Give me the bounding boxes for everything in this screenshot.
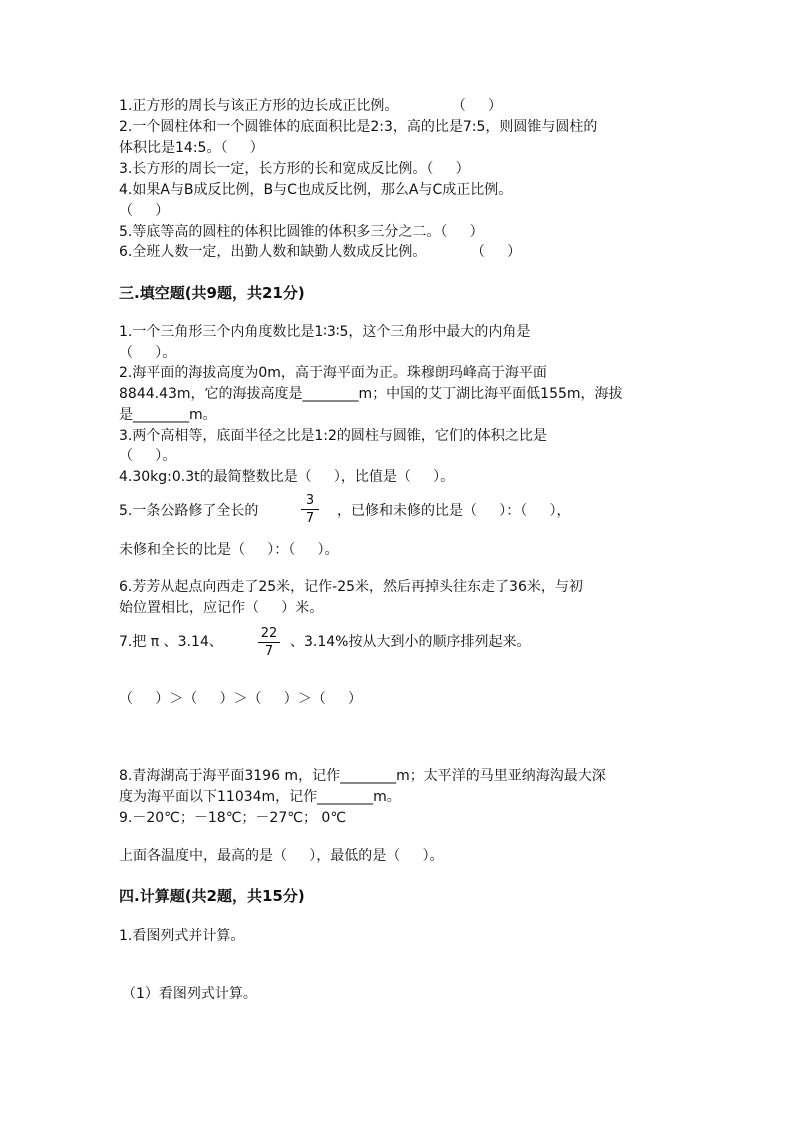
fraction-bar: [301, 509, 319, 510]
fill-q3-line2: （ ）。: [119, 448, 177, 464]
fraction-numerator: 3: [305, 493, 315, 508]
fraction-denominator: 7: [305, 511, 315, 526]
judge-item-2-line2: 体积比是14:5。（ ）: [119, 140, 264, 156]
fraction-denominator: 7: [264, 644, 274, 659]
fill-q2-line2: 8844.43m，它的海拔高度是________m；中国的艾丁湖比海平面低155m，海拔: [119, 386, 623, 402]
judge-item-4-line1: 4.如果A与B成反比例，B与C也成反比例，那么A与C成正比例。: [119, 182, 513, 198]
fill-q2-line3: 是________m。: [119, 407, 217, 423]
fill-q1-line1: 1.一个三角形三个内角度数比是1∶3∶5，这个三角形中最大的内角是: [119, 324, 531, 340]
fill-q6-line1: 6.芳芳从起点向西走了25米，记作-25米，然后再掉头往东走了36米，与初: [119, 579, 583, 595]
fill-q8-line1: 8.青海湖高于海平面3196 m，记作________m；太平洋的马里亚纳海沟最大深: [119, 768, 606, 784]
fill-q7-post: 、3.14%按从大到小的顺序排列起来。: [290, 634, 531, 650]
fraction-bar: [258, 642, 280, 643]
judge-item-1: 1.正方形的周长与该正方形的边长成正比例。 （ ）: [119, 98, 503, 114]
fraction-numerator: 22: [260, 626, 278, 641]
fill-q5-pre: 5.一条公路修了全长的: [119, 503, 259, 519]
calc-q1: 1.看图列式并计算。: [119, 928, 245, 944]
judge-item-5: 5.等底等高的圆柱的体积比圆锥的体积多三分之二。（ ）: [119, 224, 484, 240]
fill-q4: 4.30kg:0.3t的最简整数比是（ ），比值是（ ）。: [119, 469, 455, 485]
judge-item-3: 3.长方形的周长一定，长方形的长和宽成反比例。（ ）: [119, 161, 470, 177]
fill-q8-line2: 度为海平面以下11034m，记作________m。: [119, 789, 401, 805]
fill-q2-line1: 2.海平面的海拔高度为0m，高于海平面为正。珠穆朗玛峰高于海平面: [119, 365, 547, 381]
fill-q9-line2: 上面各温度中，最高的是（ ），最低的是（ ）。: [119, 848, 444, 864]
fill-q7-pre: 7.把 π 、3.14、: [119, 634, 223, 650]
section-4-title: 四.计算题(共2题，共15分): [119, 887, 305, 905]
fill-q6-line2: 始位置相比，应记作（ ）米。: [119, 600, 324, 616]
fill-q5-line2: 未修和全长的比是（ ）：（ ）。: [119, 542, 339, 558]
fraction-22-7: [258, 626, 280, 659]
fraction-3-7: [301, 493, 319, 526]
calc-q1-sub: （1）看图列式计算。: [122, 986, 257, 1002]
fill-q9-line1: 9.－20℃；－18℃；－27℃； 0℃: [119, 810, 347, 826]
fill-q5-post: ，已修和未修的比是（ ）：（ ），: [337, 503, 571, 519]
fill-q7-order: （ ）＞（ ）＞（ ）＞（ ）: [119, 691, 363, 707]
judge-item-2-line1: 2.一个圆柱体和一个圆锥体的底面积比是2:3，高的比是7:5，则圆锥与圆柱的: [119, 119, 598, 135]
section-3-title: 三.填空题(共9题，共21分): [119, 284, 305, 302]
fill-q1-line2: （ ）。: [119, 345, 177, 361]
judge-item-6: 6.全班人数一定，出勤人数和缺勤人数成反比例。 （ ）: [119, 244, 522, 260]
judge-item-4-line2: （ ）: [119, 203, 170, 219]
fill-q3-line1: 3.两个高相等，底面半径之比是1:2的圆柱与圆锥，它们的体积之比是: [119, 428, 547, 444]
